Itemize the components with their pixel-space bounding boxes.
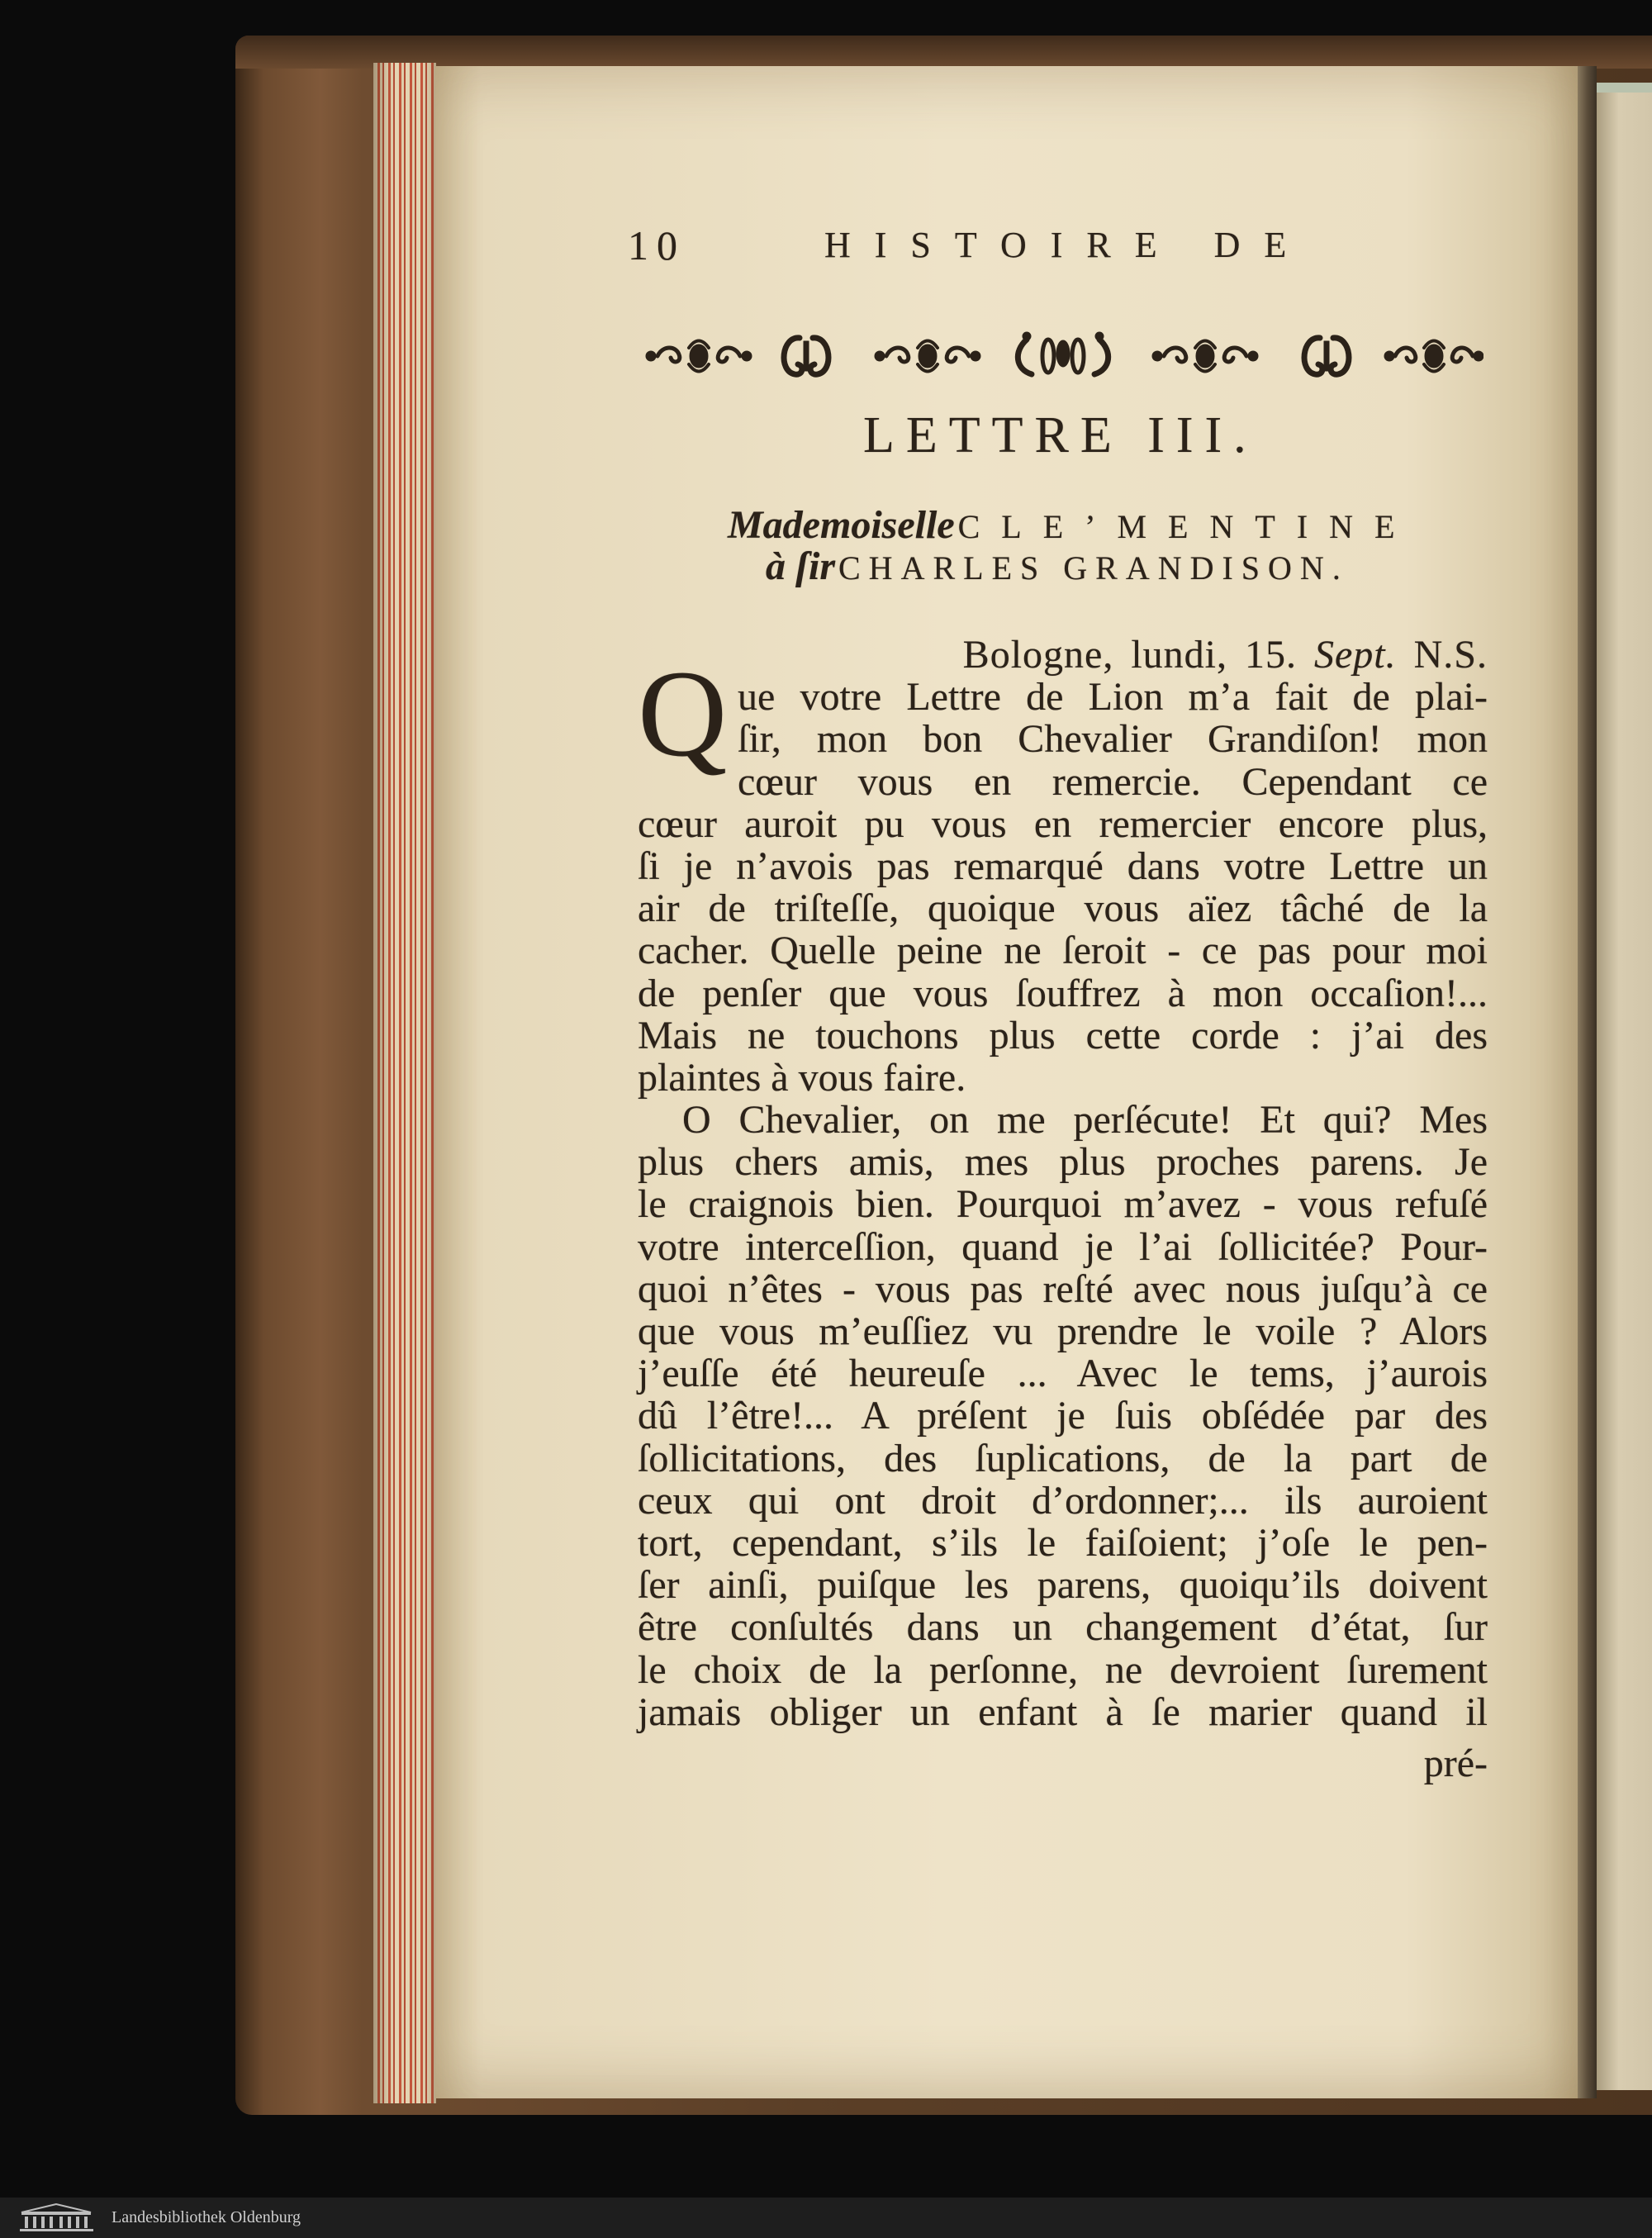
drop-cap: Q [638,645,728,782]
text-line: ſer ainſi, puiſque les parens, quoiqu’ils doivent [638,1563,1488,1608]
dateline-style: N.S. [1413,633,1488,677]
text-line: cœur vous en remercie. Cependant ce [738,759,1488,804]
ornament-band [642,328,1483,385]
text-line: de penſer que vous ſouffrez à mon occaſion!... [638,971,1488,1015]
book-page [435,66,1578,2098]
library-name: Landesbibliothek Oldenburg [112,2208,301,2226]
text-line: air de triſteſſe, quoique vous aïez tâché de la [638,886,1488,931]
sender-prefix: Mademoiselle [728,503,955,547]
footer-bar [0,2198,1652,2238]
text-line: le craignois bien. Pourquoi m’avez - vous refuſé [638,1182,1488,1227]
page-number: 10 [628,222,686,268]
text-line: ſi je n’avois pas remarqué dans votre Lettre un [638,843,1488,888]
text-line: ſollicitations, des ſuplications, de la part de [638,1436,1488,1480]
ornament-fleuron [1304,338,1349,374]
page-edges-red [373,63,436,2103]
dateline [638,634,1488,676]
letter-recipient [766,542,1349,601]
ornament-fleuron [875,341,980,372]
dateline-month: Sept. [1314,633,1397,677]
catchword: pré- [1423,1741,1488,1785]
text-line: cacher. Quelle peine ne ſeroit - ce pas pour moi [638,929,1488,973]
ornament-fleuron [1384,341,1483,372]
text-line: jamais obliger un enfant à ſe marier quand il [638,1689,1488,1734]
sender-name: CLE’MENTINE [957,508,1417,545]
text-line: ue votre Lettre de Lion m’a fait de plai- [738,675,1488,720]
letter-body [638,634,1488,1784]
text-line: que vous m’euſſiez vu prendre le voile ? Alors [638,1309,1488,1353]
recipient-prefix: à ſir [766,544,835,588]
library-building-icon [17,2202,97,2233]
text-line: plaintes à vous faire. [638,1055,966,1100]
text-line: tort, cependant, s’ils le faiſoient; j’oſe le pen- [638,1520,1488,1565]
text-line: le choix de la perſonne, ne devroient ſurement [638,1647,1488,1692]
text-line: O Chevalier, on me perſécute! Et qui? Mes [682,1098,1488,1143]
ornament-fleuron [1152,341,1258,372]
letter-title: LETTRE III. [863,407,1258,463]
text-line: j’euſſe été heureuſe ... Avec le tems, j’aurois [638,1352,1488,1396]
text-line: plus chers amis, mes plus proches parens. Je [638,1140,1488,1185]
running-title: HISTOIRE DE [824,225,1311,265]
facing-page-top-mark [1597,83,1652,93]
text-line: votre interceſſion, quand je l’ai ſollicitée? Pour- [638,1224,1488,1269]
recipient-name: CHARLES GRANDISON. [838,549,1349,587]
text-line: cœur auroit pu vous en remercier encore plus, [638,801,1488,846]
text-line: quoi n’êtes - vous pas reſté avec nous juſqu’à ce [638,1266,1488,1311]
ornament-band-svg [642,328,1483,385]
ornament-fleuron [646,341,752,372]
text-line: être conſultés dans un changement d’état, ſur [638,1605,1488,1650]
book-cover-top-edge [235,36,1652,69]
dateline-place-date: Bologne, lundi, 15. [962,633,1297,677]
text-line: Mais ne touchons plus cette corde : j’ai des [638,1013,1488,1057]
facing-page-edge [1597,83,1652,2090]
text-line: dû l’être!... A préſent je ſuis obſédée par des [638,1394,1488,1438]
ornament-fleuron [1018,332,1108,374]
text-line: ſir, mon bon Chevalier Grandiſon! mon [738,717,1488,762]
text-line: ceux qui ont droit d’ordonner;... ils auroient [638,1478,1488,1523]
ornament-fleuron [784,338,828,374]
